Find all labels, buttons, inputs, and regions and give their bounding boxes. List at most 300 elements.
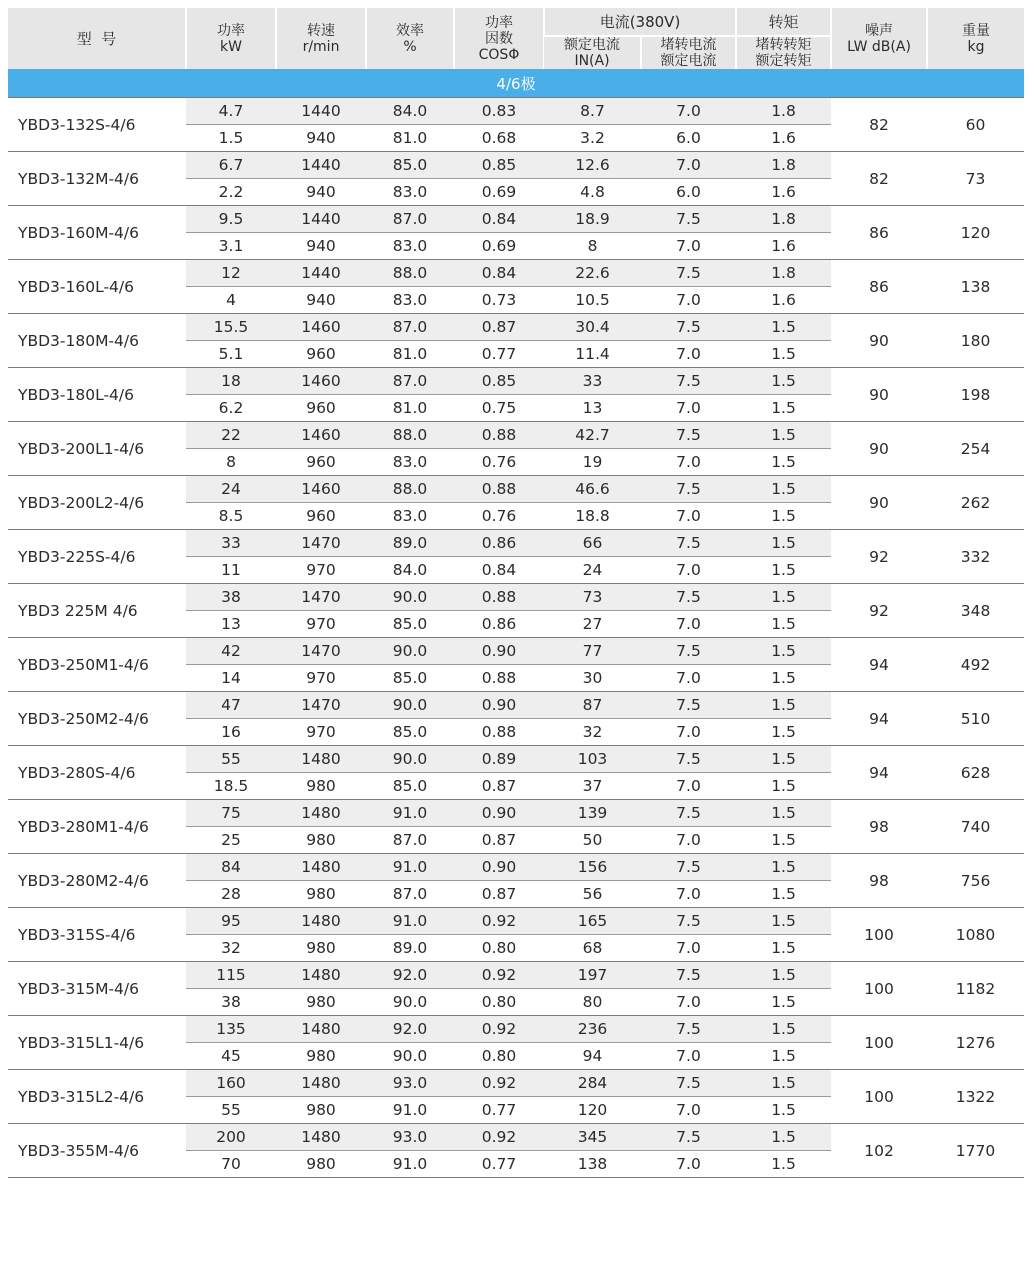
cell-rated-current: 32 (582, 723, 603, 741)
cell-locked-torque-ratio: 1.5 (771, 399, 796, 417)
cell-speed: 1440 (276, 260, 366, 287)
cell-power: 1.5 (218, 129, 244, 147)
cell-locked-torque-ratio: 1.5 (771, 345, 796, 363)
cell-power: 9.5 (186, 206, 276, 233)
cell-model: YBD3-180M-4/6 (8, 314, 186, 368)
cell-power-factor: 0.80 (481, 939, 517, 957)
cell-weight: 492 (927, 638, 1024, 692)
cell-efficiency: 83.0 (392, 507, 428, 525)
cell-power-factor: 0.90 (454, 800, 544, 827)
cell-rated-current: 73 (544, 584, 641, 611)
cell-locked-torque-ratio: 1.5 (736, 368, 831, 395)
cell-speed: 960 (306, 453, 336, 471)
cell-power: 55 (186, 746, 276, 773)
cell-rated-current: 10.5 (575, 291, 610, 309)
cell-locked-current-ratio: 7.0 (676, 507, 701, 525)
cell-speed: 1460 (276, 422, 366, 449)
cell-speed: 970 (306, 561, 336, 579)
cell-locked-torque-ratio: 1.6 (771, 129, 796, 147)
motor-spec-table (8, 8, 1024, 1178)
cell-rated-current: 139 (544, 800, 641, 827)
cell-locked-current-ratio: 7.0 (676, 1047, 701, 1065)
cell-efficiency: 91.0 (392, 1101, 428, 1119)
cell-locked-current-ratio: 7.5 (641, 476, 736, 503)
cell-rated-current: 8.7 (544, 98, 641, 125)
cell-model: YBD3-280M2-4/6 (8, 854, 186, 908)
cell-locked-current-ratio: 7.0 (676, 399, 701, 417)
cell-weight: 180 (927, 314, 1024, 368)
cell-locked-current-ratio: 7.0 (676, 345, 701, 363)
cell-rated-current: 103 (544, 746, 641, 773)
cell-weight: 262 (927, 476, 1024, 530)
cell-power: 33 (186, 530, 276, 557)
cell-power-factor: 0.80 (481, 993, 517, 1011)
cell-locked-current-ratio: 7.0 (676, 1101, 701, 1119)
cell-efficiency: 90.0 (366, 638, 454, 665)
header-weight: 重量 kg (927, 8, 1024, 69)
cell-weight: 138 (927, 260, 1024, 314)
cell-power-factor: 0.69 (481, 237, 517, 255)
cell-noise: 90 (831, 476, 927, 530)
cell-model: YBD3-225S-4/6 (8, 530, 186, 584)
cell-power-factor: 0.88 (454, 476, 544, 503)
cell-model: YBD3-132S-4/6 (8, 98, 186, 152)
cell-locked-torque-ratio: 1.5 (771, 885, 796, 903)
cell-speed: 1480 (276, 854, 366, 881)
cell-power: 160 (186, 1070, 276, 1097)
cell-locked-torque-ratio: 1.5 (736, 1151, 831, 1178)
cell-rated-current: 50 (582, 831, 603, 849)
cell-efficiency: 83.0 (392, 291, 428, 309)
cell-model: YBD3-315M-4/6 (8, 962, 186, 1016)
cell-speed: 940 (306, 291, 336, 309)
table-row (8, 746, 1024, 773)
cell-noise: 92 (831, 584, 927, 638)
header-rated-current: 额定电流 IN(A) (544, 36, 641, 69)
cell-locked-torque-ratio: 1.5 (771, 1101, 796, 1119)
cell-power-factor: 0.87 (481, 777, 517, 795)
cell-locked-torque-ratio: 1.5 (771, 507, 796, 525)
cell-efficiency: 87.0 (392, 831, 428, 849)
cell-speed: 940 (306, 129, 336, 147)
table-row (8, 908, 1024, 935)
cell-power-factor: 0.87 (454, 314, 544, 341)
cell-power-factor: 0.92 (454, 1124, 544, 1151)
cell-efficiency: 91.0 (366, 1151, 454, 1178)
table-row (8, 422, 1024, 449)
cell-locked-current-ratio: 7.5 (641, 908, 736, 935)
cell-model: YBD3-132M-4/6 (8, 152, 186, 206)
cell-rated-current: 66 (544, 530, 641, 557)
cell-weight: 348 (927, 584, 1024, 638)
cell-noise: 100 (831, 1016, 927, 1070)
cell-noise: 94 (831, 692, 927, 746)
cell-locked-current-ratio: 7.0 (641, 98, 736, 125)
cell-speed: 980 (306, 939, 336, 957)
cell-speed: 1480 (276, 962, 366, 989)
cell-noise: 90 (831, 368, 927, 422)
cell-power-factor: 0.90 (454, 854, 544, 881)
cell-noise: 86 (831, 206, 927, 260)
cell-locked-current-ratio: 7.5 (641, 962, 736, 989)
cell-model: YBD3-280S-4/6 (8, 746, 186, 800)
cell-locked-current-ratio: 7.5 (641, 314, 736, 341)
cell-weight: 510 (927, 692, 1024, 746)
cell-power: 25 (221, 831, 241, 849)
cell-locked-torque-ratio: 1.5 (771, 723, 796, 741)
cell-power: 4 (226, 291, 236, 309)
cell-rated-current: 138 (544, 1151, 641, 1178)
table-row (8, 854, 1024, 881)
cell-weight: 1182 (927, 962, 1024, 1016)
cell-locked-torque-ratio: 1.5 (736, 1124, 831, 1151)
cell-rated-current: 345 (544, 1124, 641, 1151)
cell-rated-current: 13 (582, 399, 603, 417)
cell-rated-current: 3.2 (580, 129, 605, 147)
cell-power-factor: 0.80 (481, 1047, 517, 1065)
cell-efficiency: 89.0 (366, 530, 454, 557)
cell-locked-torque-ratio: 1.5 (736, 692, 831, 719)
cell-locked-torque-ratio: 1.5 (736, 854, 831, 881)
cell-power-factor: 0.92 (454, 1070, 544, 1097)
cell-model: YBD3 225M 4/6 (8, 584, 186, 638)
cell-efficiency: 91.0 (366, 800, 454, 827)
cell-locked-current-ratio: 7.5 (641, 206, 736, 233)
table-row (8, 1016, 1024, 1043)
cell-speed: 960 (306, 507, 336, 525)
cell-locked-torque-ratio: 1.5 (736, 638, 831, 665)
cell-noise: 94 (831, 746, 927, 800)
cell-speed: 980 (306, 1047, 336, 1065)
cell-efficiency: 90.0 (366, 584, 454, 611)
cell-locked-torque-ratio: 1.6 (771, 237, 796, 255)
cell-locked-current-ratio: 7.5 (641, 368, 736, 395)
cell-locked-current-ratio: 7.0 (676, 939, 701, 957)
section-title: 4/6极 (8, 69, 1024, 98)
table-row (8, 260, 1024, 287)
cell-speed: 1460 (276, 476, 366, 503)
cell-power: 3.1 (218, 237, 244, 255)
cell-model: YBD3-250M1-4/6 (8, 638, 186, 692)
cell-locked-current-ratio: 7.5 (641, 692, 736, 719)
cell-speed: 1480 (276, 1124, 366, 1151)
cell-weight: 332 (927, 530, 1024, 584)
cell-power: 13 (221, 615, 241, 633)
cell-noise: 82 (831, 152, 927, 206)
table-row (8, 638, 1024, 665)
cell-power-factor: 0.87 (481, 885, 517, 903)
cell-locked-current-ratio: 7.0 (676, 291, 701, 309)
cell-rated-current: 18.9 (544, 206, 641, 233)
cell-locked-current-ratio: 7.0 (676, 453, 701, 471)
cell-locked-torque-ratio: 1.6 (771, 291, 796, 309)
cell-rated-current: 12.6 (544, 152, 641, 179)
cell-rated-current: 236 (544, 1016, 641, 1043)
cell-rated-current: 24 (582, 561, 603, 579)
cell-locked-current-ratio: 7.0 (676, 237, 701, 255)
cell-model: YBD3-200L2-4/6 (8, 476, 186, 530)
cell-power-factor: 0.83 (454, 98, 544, 125)
cell-power-factor: 0.90 (454, 692, 544, 719)
cell-locked-torque-ratio: 1.5 (736, 746, 831, 773)
cell-power: 6.7 (186, 152, 276, 179)
cell-weight: 628 (927, 746, 1024, 800)
cell-locked-torque-ratio: 1.5 (736, 584, 831, 611)
cell-speed: 980 (306, 1101, 336, 1119)
cell-speed: 980 (306, 831, 336, 849)
cell-efficiency: 88.0 (366, 476, 454, 503)
cell-rated-current: 11.4 (575, 345, 610, 363)
cell-rated-current: 33 (544, 368, 641, 395)
cell-power: 22 (186, 422, 276, 449)
cell-power-factor: 0.84 (454, 206, 544, 233)
cell-power: 14 (221, 669, 241, 687)
cell-speed: 970 (306, 615, 336, 633)
cell-efficiency: 89.0 (392, 939, 428, 957)
cell-weight: 198 (927, 368, 1024, 422)
cell-locked-current-ratio: 7.5 (641, 800, 736, 827)
cell-weight: 1080 (927, 908, 1024, 962)
table-row (8, 800, 1024, 827)
cell-efficiency: 84.0 (366, 98, 454, 125)
cell-speed: 1440 (276, 206, 366, 233)
cell-rated-current: 46.6 (544, 476, 641, 503)
cell-speed: 1460 (276, 314, 366, 341)
cell-locked-current-ratio: 7.0 (676, 561, 701, 579)
cell-noise: 86 (831, 260, 927, 314)
cell-noise: 98 (831, 854, 927, 908)
table-row (8, 584, 1024, 611)
cell-speed: 980 (306, 777, 336, 795)
cell-efficiency: 90.0 (392, 1047, 428, 1065)
cell-efficiency: 87.0 (366, 368, 454, 395)
section-band (8, 69, 1024, 98)
cell-locked-torque-ratio: 1.5 (771, 669, 796, 687)
cell-power-factor: 0.86 (481, 615, 517, 633)
cell-efficiency: 85.0 (392, 777, 428, 795)
cell-power: 24 (186, 476, 276, 503)
cell-locked-current-ratio: 6.0 (676, 129, 701, 147)
cell-efficiency: 83.0 (392, 183, 428, 201)
cell-power: 38 (186, 584, 276, 611)
cell-rated-current: 80 (582, 993, 603, 1011)
cell-locked-torque-ratio: 1.8 (736, 260, 831, 287)
header-power-factor: 功率 因数 COSΦ (454, 8, 544, 69)
cell-rated-current: 284 (544, 1070, 641, 1097)
cell-speed: 1460 (276, 368, 366, 395)
cell-locked-current-ratio: 7.0 (676, 885, 701, 903)
cell-power: 42 (186, 638, 276, 665)
cell-power: 200 (186, 1124, 276, 1151)
cell-efficiency: 88.0 (366, 260, 454, 287)
cell-weight: 120 (927, 206, 1024, 260)
cell-efficiency: 85.0 (392, 615, 428, 633)
table-row (8, 962, 1024, 989)
table-body (8, 98, 1024, 1178)
table-row (8, 1124, 1024, 1151)
cell-power: 18 (186, 368, 276, 395)
cell-model: YBD3-315S-4/6 (8, 908, 186, 962)
cell-noise: 100 (831, 1070, 927, 1124)
cell-weight: 1322 (927, 1070, 1024, 1124)
cell-power-factor: 0.77 (454, 1151, 544, 1178)
cell-efficiency: 87.0 (366, 314, 454, 341)
table-row (8, 368, 1024, 395)
cell-weight: 1770 (927, 1124, 1024, 1178)
cell-speed: 1440 (276, 98, 366, 125)
cell-power: 18.5 (213, 777, 249, 795)
header-efficiency: 效率 % (366, 8, 454, 69)
cell-model: YBD3-250M2-4/6 (8, 692, 186, 746)
cell-speed: 970 (306, 669, 336, 687)
cell-power: 38 (221, 993, 241, 1011)
cell-rated-current: 37 (582, 777, 603, 795)
cell-power-factor: 0.88 (481, 669, 517, 687)
cell-power-factor: 0.68 (481, 129, 517, 147)
header-power: 功率 kW (186, 8, 276, 69)
header-noise: 噪声 LW dB(A) (831, 8, 927, 69)
cell-power: 2.2 (218, 183, 244, 201)
cell-noise: 94 (831, 638, 927, 692)
cell-efficiency: 92.0 (366, 962, 454, 989)
table-row (8, 530, 1024, 557)
cell-speed: 1480 (276, 1016, 366, 1043)
cell-power: 15.5 (186, 314, 276, 341)
cell-locked-torque-ratio: 1.5 (771, 453, 796, 471)
cell-speed: 1470 (276, 692, 366, 719)
cell-power: 4.7 (186, 98, 276, 125)
cell-efficiency: 93.0 (366, 1070, 454, 1097)
cell-locked-torque-ratio: 1.5 (771, 1047, 796, 1065)
cell-power-factor: 0.84 (454, 260, 544, 287)
header-current-group: 电流(380V) (544, 8, 736, 36)
cell-power-factor: 0.85 (454, 152, 544, 179)
cell-weight: 60 (927, 98, 1024, 152)
cell-efficiency: 83.0 (392, 453, 428, 471)
cell-locked-current-ratio: 7.5 (641, 530, 736, 557)
cell-noise: 98 (831, 800, 927, 854)
cell-power: 12 (186, 260, 276, 287)
header-speed: 转速 r/min (276, 8, 366, 69)
cell-power: 16 (221, 723, 241, 741)
cell-power-factor: 0.92 (454, 962, 544, 989)
header-locked-current-ratio: 堵转电流 额定电流 (641, 36, 736, 69)
cell-noise: 90 (831, 422, 927, 476)
cell-power: 45 (221, 1047, 241, 1065)
cell-model: YBD3-355M-4/6 (8, 1124, 186, 1178)
table-header (8, 8, 1024, 69)
cell-locked-current-ratio: 7.5 (641, 1070, 736, 1097)
cell-power-factor: 0.84 (481, 561, 517, 579)
cell-efficiency: 88.0 (366, 422, 454, 449)
cell-locked-current-ratio: 7.5 (641, 422, 736, 449)
table-row (8, 314, 1024, 341)
cell-efficiency: 91.0 (366, 908, 454, 935)
cell-power: 47 (186, 692, 276, 719)
cell-power: 11 (221, 561, 241, 579)
cell-efficiency: 84.0 (392, 561, 428, 579)
cell-power-factor: 0.92 (454, 908, 544, 935)
cell-efficiency: 92.0 (366, 1016, 454, 1043)
cell-noise: 92 (831, 530, 927, 584)
cell-power-factor: 0.88 (454, 584, 544, 611)
cell-locked-current-ratio: 7.0 (676, 669, 701, 687)
cell-rated-current: 87 (544, 692, 641, 719)
cell-efficiency: 93.0 (366, 1124, 454, 1151)
cell-rated-current: 197 (544, 962, 641, 989)
cell-locked-current-ratio: 7.5 (641, 1124, 736, 1151)
cell-locked-torque-ratio: 1.5 (736, 1016, 831, 1043)
cell-locked-torque-ratio: 1.5 (771, 615, 796, 633)
cell-locked-current-ratio: 7.0 (641, 152, 736, 179)
cell-power-factor: 0.92 (454, 1016, 544, 1043)
cell-power-factor: 0.86 (454, 530, 544, 557)
cell-locked-current-ratio: 7.0 (676, 831, 701, 849)
cell-power-factor: 0.73 (481, 291, 517, 309)
cell-rated-current: 56 (582, 885, 603, 903)
cell-power-factor: 0.88 (454, 422, 544, 449)
cell-efficiency: 85.0 (366, 152, 454, 179)
cell-locked-torque-ratio: 1.5 (736, 908, 831, 935)
cell-rated-current: 19 (582, 453, 603, 471)
cell-weight: 1276 (927, 1016, 1024, 1070)
cell-power-factor: 0.77 (481, 1101, 517, 1119)
cell-model: YBD3-180L-4/6 (8, 368, 186, 422)
cell-locked-torque-ratio: 1.5 (736, 962, 831, 989)
cell-noise: 82 (831, 98, 927, 152)
cell-speed: 980 (276, 1151, 366, 1178)
cell-rated-current: 77 (544, 638, 641, 665)
cell-rated-current: 42.7 (544, 422, 641, 449)
cell-locked-torque-ratio: 1.5 (771, 831, 796, 849)
cell-locked-torque-ratio: 1.8 (736, 152, 831, 179)
spec-table-container (8, 8, 1024, 1178)
cell-power-factor: 0.89 (454, 746, 544, 773)
cell-locked-current-ratio: 7.0 (676, 615, 701, 633)
cell-efficiency: 91.0 (366, 854, 454, 881)
cell-power-factor: 0.90 (454, 638, 544, 665)
cell-locked-current-ratio: 7.5 (641, 1016, 736, 1043)
cell-power: 5.1 (218, 345, 244, 363)
cell-power: 8 (226, 453, 236, 471)
cell-weight: 756 (927, 854, 1024, 908)
cell-speed: 960 (306, 399, 336, 417)
cell-locked-current-ratio: 7.0 (676, 777, 701, 795)
cell-power: 75 (186, 800, 276, 827)
cell-power-factor: 0.85 (454, 368, 544, 395)
cell-speed: 1470 (276, 638, 366, 665)
table-row (8, 98, 1024, 125)
cell-power: 135 (186, 1016, 276, 1043)
cell-model: YBD3-280M1-4/6 (8, 800, 186, 854)
cell-rated-current: 120 (577, 1101, 608, 1119)
cell-speed: 980 (306, 993, 336, 1011)
cell-model: YBD3-315L1-4/6 (8, 1016, 186, 1070)
table-row (8, 206, 1024, 233)
cell-locked-current-ratio: 7.0 (641, 1151, 736, 1178)
cell-rated-current: 4.8 (580, 183, 605, 201)
cell-speed: 970 (306, 723, 336, 741)
cell-locked-torque-ratio: 1.5 (771, 777, 796, 795)
cell-efficiency: 87.0 (392, 885, 428, 903)
cell-locked-torque-ratio: 1.5 (736, 1070, 831, 1097)
cell-efficiency: 87.0 (366, 206, 454, 233)
cell-speed: 980 (306, 885, 336, 903)
cell-power-factor: 0.87 (481, 831, 517, 849)
table-row (8, 476, 1024, 503)
cell-locked-current-ratio: 7.5 (641, 638, 736, 665)
cell-model: YBD3-315L2-4/6 (8, 1070, 186, 1124)
